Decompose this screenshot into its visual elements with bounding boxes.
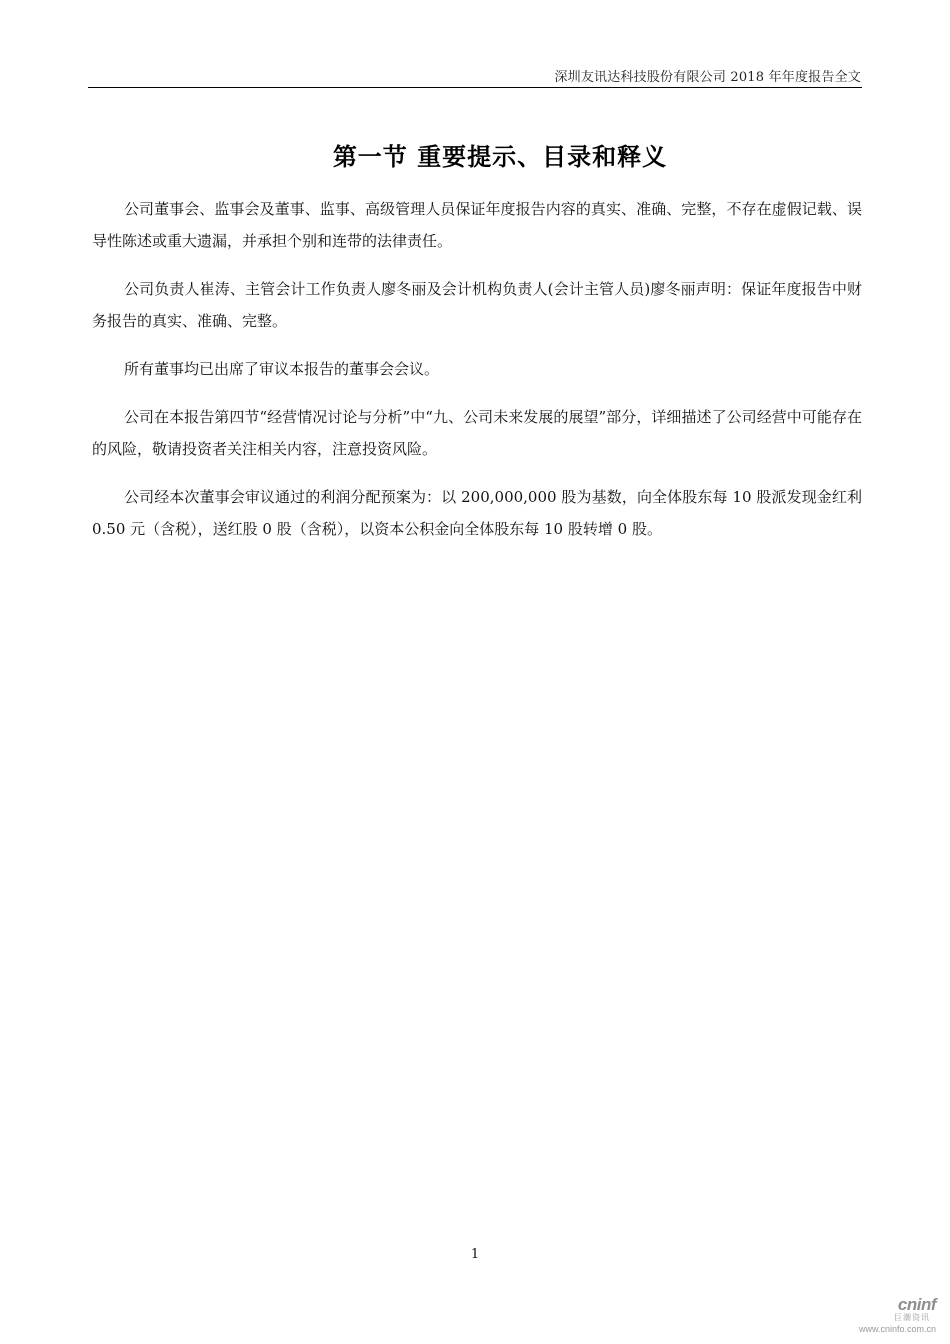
section-title: 第一节 重要提示、目录和释义	[332, 143, 668, 171]
page-number: 1	[470, 1247, 480, 1262]
watermark-url: www.cninfo.com.cn	[858, 1324, 936, 1334]
cninfo-watermark	[859, 1295, 936, 1334]
paragraph-board-attendance: 所有董事均已出席了审议本报告的董事会会议。	[124, 360, 440, 378]
paragraph-risk-notice: 公司在本报告第四节“经营情况讨论与分析”中“九、公司未来发展的展望”部分，详细描述了公司经营中可能存在的风险，敬请投资者关注相关内容，注意投资风险。	[92, 408, 862, 458]
paragraph-responsible-persons: 公司负责人崔涛、主管会计工作负责人廖冬丽及会计机构负责人(会计主管人员)廖冬丽声明：保证年度报告中财务报告的真实、准确、完整。	[92, 280, 862, 330]
paragraph-guarantee: 公司董事会、监事会及董事、监事、高级管理人员保证年度报告内容的真实、准确、完整，不存在虚假记载、误导性陈述或重大遗漏，并承担个别和连带的法律责任。	[92, 200, 862, 250]
running-header: 深圳友讯达科技股份有限公司 2018 年年度报告全文	[554, 70, 861, 85]
watermark-logo: cninf	[897, 1295, 936, 1314]
header-divider	[88, 87, 862, 88]
body-text	[92, 193, 862, 561]
paragraph-profit-distribution: 公司经本次董事会审议通过的利润分配预案为：以 200,000,000 股为基数，向全体股东每 10 股派发现金红利 0.50 元（含税），送红股 0 股（含税），以资本公积金向全体股东每 10 股转增 0 股。	[92, 488, 862, 538]
watermark-chinese: 巨潮资讯	[894, 1313, 930, 1322]
